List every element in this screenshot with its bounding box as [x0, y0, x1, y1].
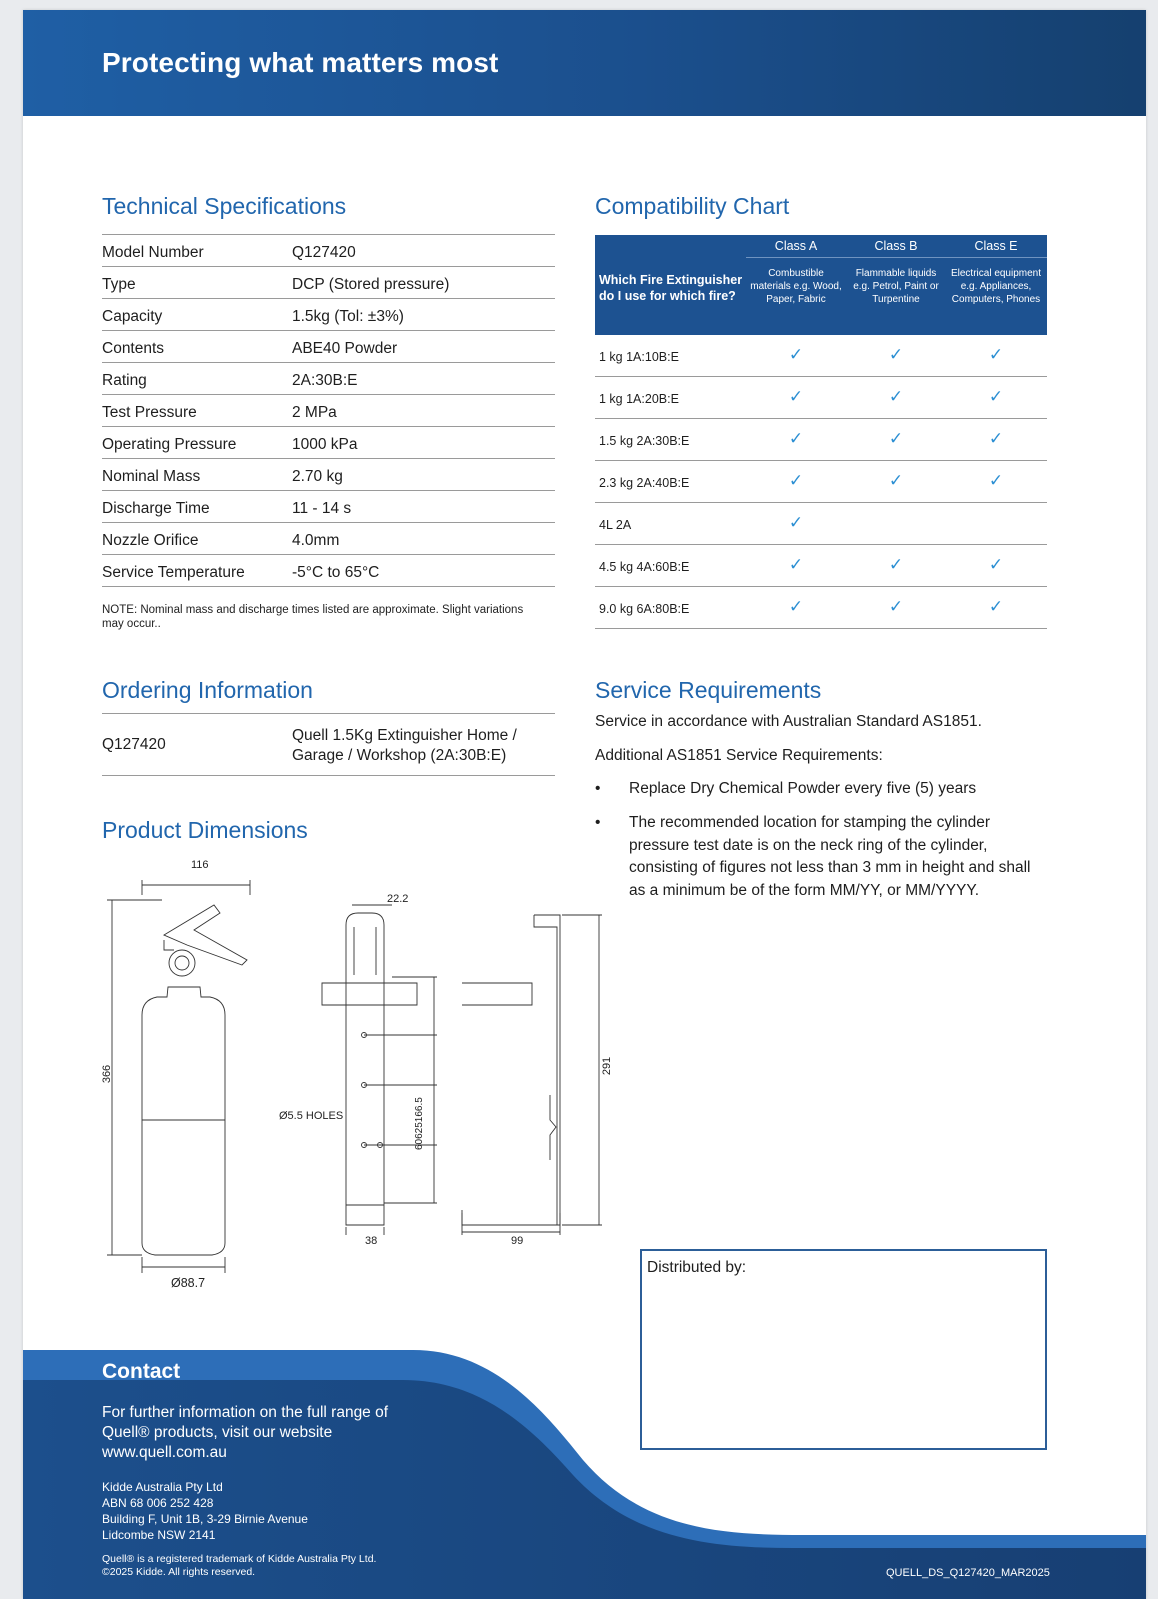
ordering-row: [102, 713, 555, 776]
spec-value: 1.5kg (Tol: ±3%): [292, 308, 404, 325]
check-icon: ✓: [788, 513, 804, 532]
compat-row-label: 1.5 kg 2A:30B:E: [599, 434, 690, 448]
spec-value: 11 - 14 s: [292, 500, 352, 517]
contact-heading: Contact: [102, 1360, 181, 1383]
dim-spacing-3: 5: [414, 1122, 425, 1128]
compat-row: [595, 335, 1047, 377]
service-intro: Service in accordance with Australian Standard AS1851.: [595, 713, 982, 730]
document-id: QUELL_DS_Q127420_MAR2025: [886, 1567, 1050, 1579]
compat-row: [595, 377, 1047, 419]
compat-column-header: [946, 235, 1046, 335]
compat-class-name: Class B: [874, 239, 918, 253]
compat-row-label: 2.3 kg 2A:40B:E: [599, 476, 690, 490]
bullet-marker: •: [595, 814, 601, 831]
check-icon: ✓: [988, 429, 1004, 448]
spec-value: Q127420: [292, 244, 356, 261]
dim-height: 366: [101, 1064, 114, 1084]
spec-label: Nominal Mass: [102, 468, 201, 485]
dim-base-width: 38: [365, 1235, 378, 1247]
dim-holes: Ø5.5 HOLES: [279, 1110, 344, 1122]
spec-row: [102, 395, 555, 427]
spec-label: Contents: [102, 340, 165, 357]
extinguisher-body-outline: [142, 987, 225, 1255]
bracket-front-outline: [346, 913, 384, 1225]
compat-column-header: [746, 235, 846, 335]
ordering-code: Q127420: [102, 736, 166, 753]
dimension-drawing: [102, 865, 642, 1285]
ordering-description: Quell 1.5Kg Extinguisher Home / Garage / Workshop (2A:30B:E): [292, 727, 517, 764]
spec-row: [102, 267, 555, 299]
bracket-side-strap: [462, 983, 532, 1005]
dim-spacing-4: 166.5: [414, 1097, 425, 1123]
service-bullet-2: • The recommended location for stamping the cylinder pressure test date is on the neck ring of the cylinder, consisting of figures not less than 3 mm in height and shall as a minimum be of the form MM/YY, or MM/YYYY.: [595, 814, 1031, 899]
spec-label: Rating: [102, 372, 147, 389]
compat-column-header: [846, 235, 946, 335]
dim-spacing-1: 60: [414, 1138, 425, 1150]
compat-row: [595, 587, 1047, 629]
contact-text: For further information on the full range of Quell® products, visit our website www.quell.com.au: [102, 1404, 389, 1461]
header-banner: [23, 10, 1146, 116]
check-icon: ✓: [888, 471, 904, 490]
compat-row: [595, 461, 1047, 503]
datasheet-page: [23, 10, 1146, 1599]
page-title: Protecting what matters most: [102, 47, 499, 78]
spec-row: [102, 299, 555, 331]
spec-value: -5°C to 65°C: [292, 564, 380, 581]
contact-address: Kidde Australia Pty Ltd ABN 68 006 252 428 Building F, Unit 1B, 3-29 Birnie Avenue Lidcombe NSW 2141: [102, 1480, 308, 1542]
compat-class-name: Class E: [974, 239, 1018, 253]
spec-label: Discharge Time: [102, 500, 210, 517]
spec-value: 2 MPa: [292, 404, 337, 421]
compat-row-label: 1 kg 1A:10B:E: [599, 350, 679, 364]
spec-value: 4.0mm: [292, 532, 340, 549]
spec-row: [102, 363, 555, 395]
spec-row: [102, 235, 555, 267]
service-heading: Service Requirements: [595, 677, 822, 703]
compat-row-label: 1 kg 1A:20B:E: [599, 392, 679, 406]
compat-heading: Compatibility Chart: [595, 193, 790, 219]
dimensions-heading: Product Dimensions: [102, 817, 308, 843]
check-icon: ✓: [988, 387, 1004, 406]
spec-value: 2A:30B:E: [292, 372, 358, 389]
distributed-by-box: [640, 1249, 1047, 1450]
check-icon: ✓: [788, 387, 804, 406]
compat-question: Which Fire Extinguisher do I use for which fire?: [599, 273, 743, 303]
dim-width-top: 116: [191, 859, 209, 871]
check-icon: ✓: [788, 555, 804, 574]
spec-row: [102, 459, 555, 491]
compat-header: [595, 235, 1047, 335]
dim-spacing-group: [414, 1097, 425, 1150]
check-icon: ✓: [888, 345, 904, 364]
spec-value: DCP (Stored pressure): [292, 276, 450, 293]
lever-handle: [164, 905, 247, 965]
dim-bracket-width: 22.2: [387, 893, 409, 905]
compat-row: [595, 503, 1047, 545]
spec-row: [102, 523, 555, 555]
check-icon: ✓: [988, 555, 1004, 574]
check-icon: ✓: [788, 597, 804, 616]
distributed-by-label: Distributed by:: [647, 1259, 747, 1276]
spec-label: Operating Pressure: [102, 436, 237, 453]
compat-class-desc: Flammable liquids e.g. Petrol, Paint or Turpentine: [853, 268, 939, 305]
ordering-heading: Ordering Information: [102, 677, 313, 703]
check-icon: ✓: [988, 471, 1004, 490]
check-icon: ✓: [888, 597, 904, 616]
spec-label: Capacity: [102, 308, 163, 325]
spec-row: [102, 331, 555, 363]
neck-detail: [164, 940, 174, 950]
compat-row-label: 4.5 kg 4A:60B:E: [599, 560, 690, 574]
compat-class-desc: Electrical equipment e.g. Appliances, Computers, Phones: [950, 268, 1042, 305]
check-icon: ✓: [788, 345, 804, 364]
spec-value: 2.70 kg: [292, 468, 343, 485]
bracket-side-outline: [462, 915, 560, 1225]
service-bullet-1: • Replace Dry Chemical Powder every five (5) years: [595, 778, 1055, 802]
check-icon: ✓: [888, 387, 904, 406]
check-icon: ✓: [988, 597, 1004, 616]
compat-row-label: 4L 2A: [599, 518, 632, 532]
check-icon: ✓: [988, 345, 1004, 364]
specs-note: NOTE: Nominal mass and discharge times listed are approximate. Slight variations may occur..: [102, 604, 524, 630]
service-additional: Additional AS1851 Service Requirements:: [595, 747, 883, 764]
check-icon: ✓: [788, 429, 804, 448]
check-icon: ✓: [788, 471, 804, 490]
spec-row: [102, 427, 555, 459]
compat-body: [595, 335, 1047, 629]
spec-row: [102, 555, 555, 587]
trademark-notice: Quell® is a registered trademark of Kidde Australia Pty Ltd. ©2025 Kidde. All rights reserved.: [102, 1553, 377, 1578]
spec-label: Test Pressure: [102, 404, 197, 421]
compat-row: [595, 419, 1047, 461]
spec-value: 1000 kPa: [292, 436, 358, 453]
gauge-center: [175, 956, 189, 970]
check-icon: ✓: [888, 555, 904, 574]
spec-label: Model Number: [102, 244, 204, 261]
specs-table: [102, 235, 555, 587]
specs-heading: Technical Specifications: [102, 193, 347, 219]
spec-label: Type: [102, 276, 136, 293]
pressure-gauge-icon: [169, 950, 195, 976]
spec-label: Service Temperature: [102, 564, 245, 581]
compat-class-desc: Combustible materials e.g. Wood, Paper, Fabric: [750, 268, 842, 305]
compat-table: [595, 235, 1047, 629]
spec-value: ABE40 Powder: [292, 340, 398, 357]
compat-class-name: Class A: [774, 239, 818, 253]
bullet-marker: •: [595, 780, 601, 797]
dim-depth: 99: [511, 1235, 524, 1247]
bracket-strap: [322, 983, 417, 1005]
check-icon: ✓: [888, 429, 904, 448]
compat-row-label: 9.0 kg 6A:80B:E: [599, 602, 690, 616]
dim-side-height: 291: [601, 1056, 614, 1076]
dim-spacing-2: 62: [414, 1127, 425, 1139]
compat-row: [595, 545, 1047, 587]
dim-diameter: Ø88.7: [171, 1276, 206, 1290]
spec-row: [102, 491, 555, 523]
spec-label: Nozzle Orifice: [102, 532, 199, 549]
